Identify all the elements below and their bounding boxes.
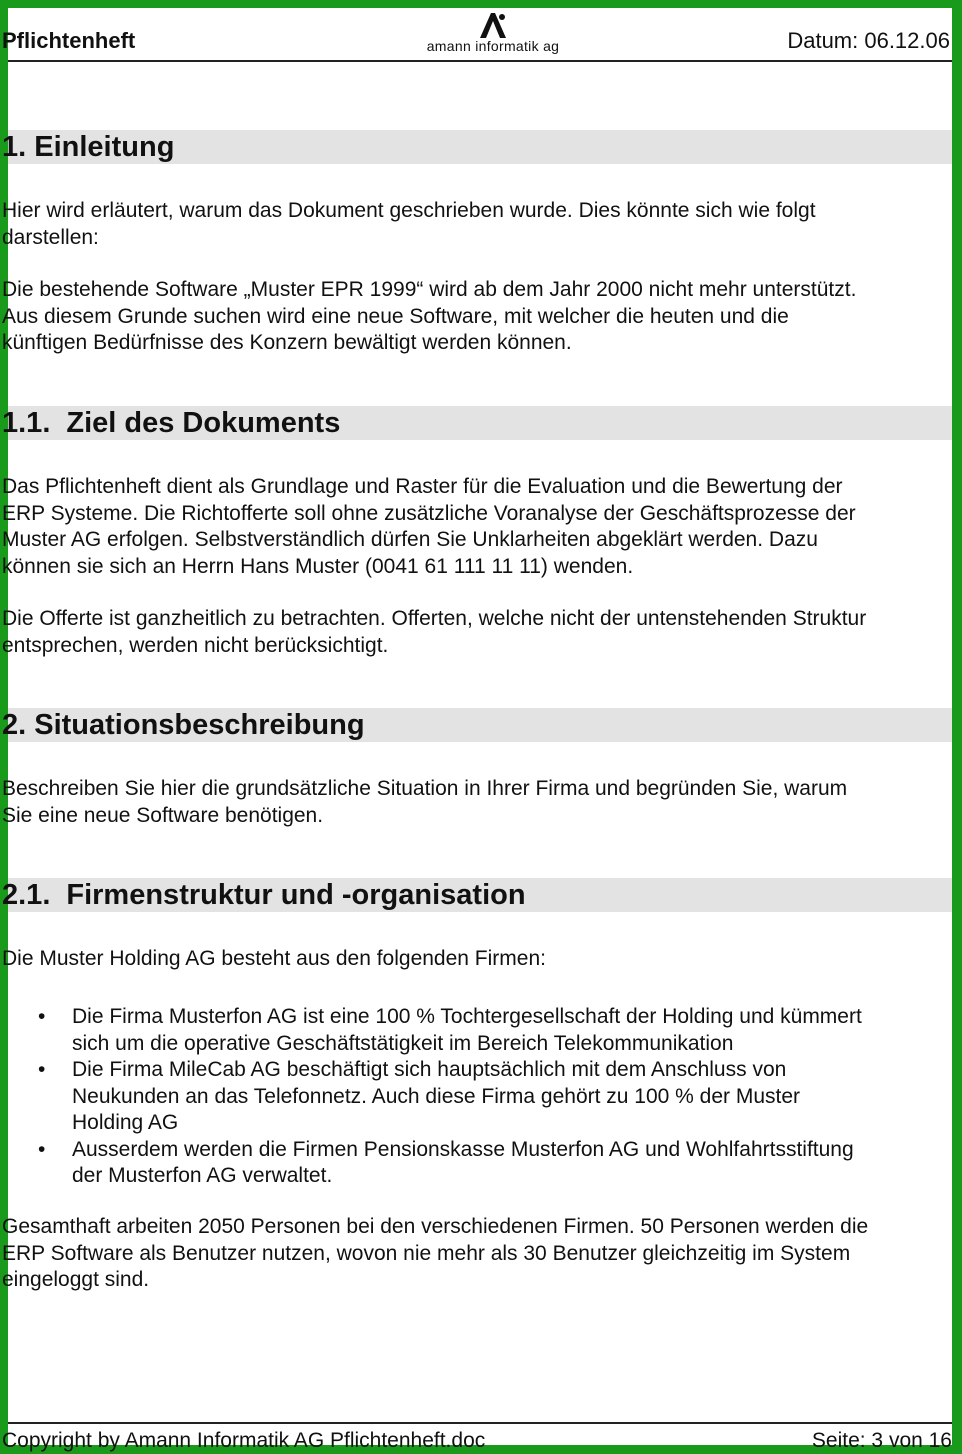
text-line: eingeloggt sind.	[2, 1268, 150, 1291]
heading-title: Ziel des Dokuments	[66, 407, 341, 439]
text-line: Aus diesem Grunde suchen wird eine neue Software, mit welcher die heuten und die	[2, 304, 789, 328]
heading-number: 2.1.	[2, 879, 51, 911]
heading-title: Firmenstruktur und -organisation	[66, 879, 526, 911]
heading-einleitung	[2, 130, 952, 164]
text-line: darstellen:	[2, 225, 99, 249]
text-line: Gesamthaft arbeiten 2050 Personen bei den verschiedenen Firmen. 50 Personen werden die	[2, 1215, 869, 1238]
heading-number: 1.	[2, 131, 27, 163]
bullet-icon: •	[38, 1005, 46, 1028]
bullet-icon: •	[38, 1058, 46, 1081]
amann-logo-icon	[476, 10, 510, 40]
page-footer	[2, 1422, 952, 1454]
text-line: Beschreiben Sie hier die grundsätzliche Situation in Ihrer Firma und begründen Sie, warum	[2, 777, 848, 800]
software-paragraph	[2, 277, 962, 357]
heading-number: 2.	[2, 709, 27, 741]
text-line: künftigen Bedürfnisse des Konzern bewältigt werden können.	[2, 331, 572, 354]
list-item	[8, 1057, 952, 1137]
holding-paragraph	[2, 946, 962, 973]
text-line: Ausserdem werden die Firmen Pensionskasse Musterfon AG und Wohlfahrtsstiftung	[72, 1137, 854, 1161]
document-page	[2, 8, 952, 1452]
text-line: entsprechen, werden nicht berücksichtigt.	[2, 633, 389, 657]
list-item	[8, 1004, 952, 1057]
offer-paragraph	[2, 606, 962, 659]
text-line: Die Offerte ist ganzheitlich zu betrachten. Offerten, welche nicht der untenstehenden Struktur	[2, 607, 867, 630]
heading-firmenstruktur	[2, 878, 952, 912]
heading-situationsbeschreibung	[2, 708, 952, 742]
text-line: sich um die operative Geschäftstätigkeit im Bereich Telekommunikation	[72, 1031, 734, 1055]
bullet-icon: •	[38, 1137, 46, 1161]
heading-number: 1.1.	[2, 407, 51, 439]
text-line: Hier wird erläutert, warum das Dokument geschrieben wurde. Dies könnte sich wie folgt	[2, 199, 816, 222]
page-header	[2, 8, 952, 62]
text-line: Die Firma Musterfon AG ist eine 100 % Tochtergesellschaft der Holding und kümmert	[72, 1005, 862, 1028]
text-line: Muster AG erfolgen. Selbstverständlich dürfen Sie Unklarheiten abgeklärt werden. Dazu	[2, 528, 818, 551]
heading-title: Einleitung	[34, 131, 175, 163]
text-line: ERP Software als Benutzer nutzen, wovon nie mehr als 30 Benutzer gleichzeitig im System	[2, 1241, 851, 1265]
document-date: Datum: 06.12.06	[787, 28, 950, 53]
text-line: ERP Systeme. Die Richtofferte soll ohne zusätzliche Voranalyse der Geschäftsprozesse der	[2, 501, 856, 525]
heading-title: Situationsbeschreibung	[34, 709, 365, 741]
goal-paragraph	[2, 474, 962, 580]
staff-paragraph	[2, 1214, 962, 1294]
document-title: Pflichtenheft	[2, 28, 136, 53]
text-line: Das Pflichtenheft dient als Grundlage und Raster für die Evaluation und die Bewertung der	[2, 475, 843, 498]
company-logo	[418, 10, 568, 58]
text-line: Die bestehende Software „Muster EPR 1999“ wird ab dem Jahr 2000 nicht mehr unterstützt.	[2, 278, 857, 301]
text-line: der Musterfon AG verwaltet.	[72, 1164, 333, 1187]
footer-copyright: Copyright by Amann Informatik AG Pflichtenheft.doc	[2, 1429, 486, 1452]
logo-text: amann informatik ag	[426, 38, 560, 54]
intro-paragraph	[2, 198, 962, 251]
text-line: Die Muster Holding AG besteht aus den folgenden Firmen:	[2, 947, 546, 970]
text-line: Die Firma MileCab AG beschäftigt sich hauptsächlich mit dem Anschluss von	[72, 1058, 787, 1081]
list-item	[8, 1137, 952, 1190]
situation-paragraph	[2, 776, 962, 829]
company-list	[8, 1004, 952, 1190]
heading-ziel-des-dokuments	[2, 406, 952, 440]
text-line: Holding AG	[72, 1111, 179, 1134]
text-line: können sie sich an Herrn Hans Muster (0041 61 111 11 11) wenden.	[2, 554, 634, 578]
text-line: Sie eine neue Software benötigen.	[2, 803, 324, 827]
footer-page-number: Seite: 3 von 16	[811, 1429, 952, 1452]
text-line: Neukunden an das Telefonnetz. Auch diese Firma gehört zu 100 % der Muster	[72, 1084, 801, 1108]
